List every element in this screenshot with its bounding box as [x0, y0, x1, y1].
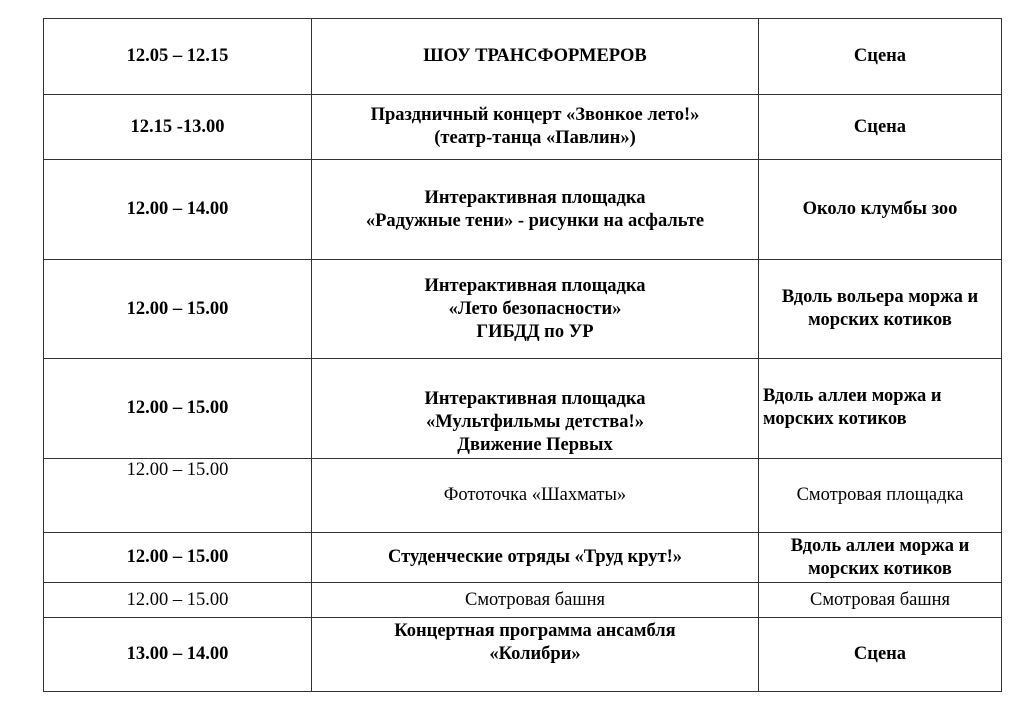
- place-line: Сцена: [853, 644, 907, 664]
- place-line: морских котиков: [808, 558, 952, 579]
- event-line: «Мультфильмы детства!»: [426, 412, 644, 432]
- place-line: Вдоль аллеи моржа и: [790, 535, 970, 556]
- schedule-table: [43, 18, 1002, 692]
- time-cell: 12.00 – 14.00: [44, 160, 312, 260]
- place-cell: [759, 618, 1002, 692]
- event-line: Праздничный концерт «Звонкое лето!»: [370, 105, 700, 125]
- event-line: «Колибри»: [489, 644, 581, 664]
- event-line: Концертная программа ансамбля: [394, 621, 676, 641]
- table-row: [44, 533, 1002, 583]
- table-row: [44, 160, 1002, 260]
- event-cell: [312, 95, 759, 160]
- event-cell: [312, 583, 759, 618]
- event-line: (театр-танца «Павлин»): [434, 128, 636, 148]
- event-line: ГИБДД по УР: [476, 321, 594, 342]
- place-cell: [759, 160, 1002, 260]
- event-cell: [312, 618, 759, 692]
- table-row: [44, 359, 1002, 459]
- event-line: ШОУ ТРАНСФОРМЕРОВ: [423, 46, 647, 66]
- table-row: [44, 618, 1002, 692]
- event-cell: [312, 19, 759, 95]
- time-cell: 13.00 – 14.00: [44, 618, 312, 692]
- event-cell: [312, 160, 759, 260]
- place-cell: [759, 533, 1002, 583]
- time-cell: 12.05 – 12.15: [44, 19, 312, 95]
- time-cell: 12.00 – 15.00: [44, 459, 312, 533]
- place-line: Сцена: [853, 46, 907, 66]
- event-line: Движение Первых: [457, 435, 613, 455]
- event-line: «Радужные тени» - рисунки на асфальте: [365, 210, 705, 231]
- place-cell: [759, 19, 1002, 95]
- place-cell: [759, 459, 1002, 533]
- place-line: Вдоль аллеи моржа и: [763, 386, 942, 406]
- time-cell: 12.15 -13.00: [44, 95, 312, 160]
- table-row: [44, 459, 1002, 533]
- time-cell: 12.00 – 15.00: [44, 583, 312, 618]
- table-row: [44, 260, 1002, 359]
- time-cell: 12.00 – 15.00: [44, 533, 312, 583]
- table-row: [44, 583, 1002, 618]
- event-cell: [312, 533, 759, 583]
- place-line: Смотровая башня: [810, 589, 950, 610]
- place-cell: [759, 583, 1002, 618]
- event-line: «Лето безопасности»: [448, 298, 622, 319]
- event-line: Интерактивная площадка: [424, 275, 646, 296]
- place-cell: [759, 359, 1002, 459]
- table-row: [44, 95, 1002, 160]
- place-line: морских котиков: [808, 310, 952, 330]
- place-cell: [759, 260, 1002, 359]
- event-line: Смотровая башня: [465, 589, 605, 610]
- event-cell: [312, 459, 759, 533]
- place-line: морских котиков: [763, 409, 907, 429]
- time-cell: 12.00 – 15.00: [44, 260, 312, 359]
- table-row: [44, 19, 1002, 95]
- event-cell: [312, 260, 759, 359]
- place-cell: [759, 95, 1002, 160]
- place-line: Сцена: [853, 116, 907, 137]
- event-cell: [312, 359, 759, 459]
- event-line: Фототочка «Шахматы»: [443, 485, 627, 505]
- event-line: Студенческие отряды «Труд крут!»: [387, 547, 682, 567]
- event-line: Интерактивная площадка: [424, 389, 646, 409]
- place-line: Вдоль вольера моржа и: [781, 287, 979, 307]
- time-cell: 12.00 – 15.00: [44, 359, 312, 459]
- event-line: Интерактивная площадка: [424, 187, 646, 208]
- place-line: Около клумбы зоо: [802, 199, 958, 219]
- place-line: Смотровая площадка: [796, 485, 964, 505]
